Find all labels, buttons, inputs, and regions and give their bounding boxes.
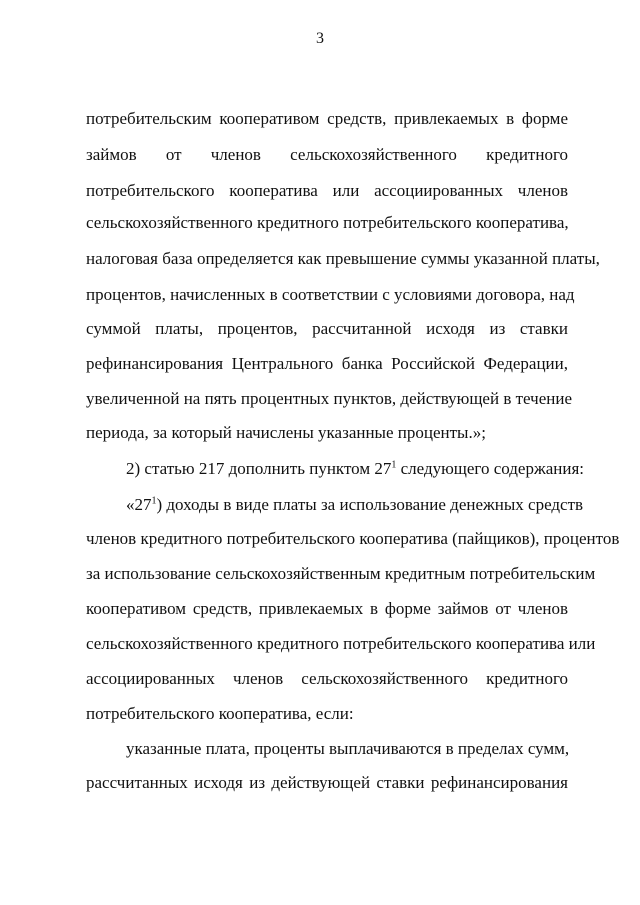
quote-superscript: 1 bbox=[151, 495, 157, 507]
quote-line-2: членов кредитного потребительского кооператива (пайщиков), процентов bbox=[86, 529, 620, 548]
body-line-8: рефинансирования Центрального банка Российской Федерации, bbox=[86, 354, 568, 373]
quote-line-3: за использование сельскохозяйственным кредитным потребительским bbox=[86, 564, 596, 583]
body-line-4: сельскохозяйственного кредитного потребительского кооператива, bbox=[86, 213, 569, 232]
condition-line-1: указанные плата, проценты выплачиваются в пределах сумм, bbox=[126, 739, 570, 758]
quote-first-line-rest: ) доходы в виде платы за использование денежных средств bbox=[156, 495, 584, 514]
body-line-5: налоговая база определяется как превышение суммы указанной платы, bbox=[86, 249, 600, 268]
quote-line-5: сельскохозяйственного кредитного потребительского кооператива или bbox=[86, 634, 596, 653]
body-line-1: потребительским кооперативом средств, привлекаемых в форме bbox=[86, 109, 568, 128]
body-line-6: процентов, начисленных в соответствии с условиями договора, над bbox=[86, 285, 575, 304]
body-line-9: увеличенной на пять процентных пунктов, действующей в течение bbox=[86, 389, 572, 408]
quote-first-line bbox=[126, 494, 584, 516]
item-2-prefix: 2) статью 217 дополнить пунктом 27 bbox=[126, 459, 392, 478]
condition-line-2: рассчитанных исходя из действующей ставки рефинансирования bbox=[86, 773, 568, 792]
quote-line-6: ассоциированных членов сельскохозяйственного кредитного bbox=[86, 669, 568, 688]
body-line-7: суммой платы, процентов, рассчитанной исходя из ставки bbox=[86, 319, 568, 338]
page-number: 3 bbox=[316, 30, 324, 47]
item-2-suffix: следующего содержания: bbox=[396, 459, 585, 478]
item-2-superscript: 1 bbox=[391, 459, 397, 471]
quote-line-7: потребительского кооператива, если: bbox=[86, 704, 354, 723]
quote-prefix: «27 bbox=[126, 495, 152, 514]
body-line-10: периода, за который начислены указанные проценты.»; bbox=[86, 423, 486, 442]
body-line-2: займов от членов сельскохозяйственного кредитного bbox=[86, 145, 568, 164]
quote-line-4: кооперативом средств, привлекаемых в форме займов от членов bbox=[86, 599, 568, 618]
item-2-heading bbox=[126, 458, 584, 480]
body-line-3: потребительского кооператива или ассоциированных членов bbox=[86, 181, 568, 200]
